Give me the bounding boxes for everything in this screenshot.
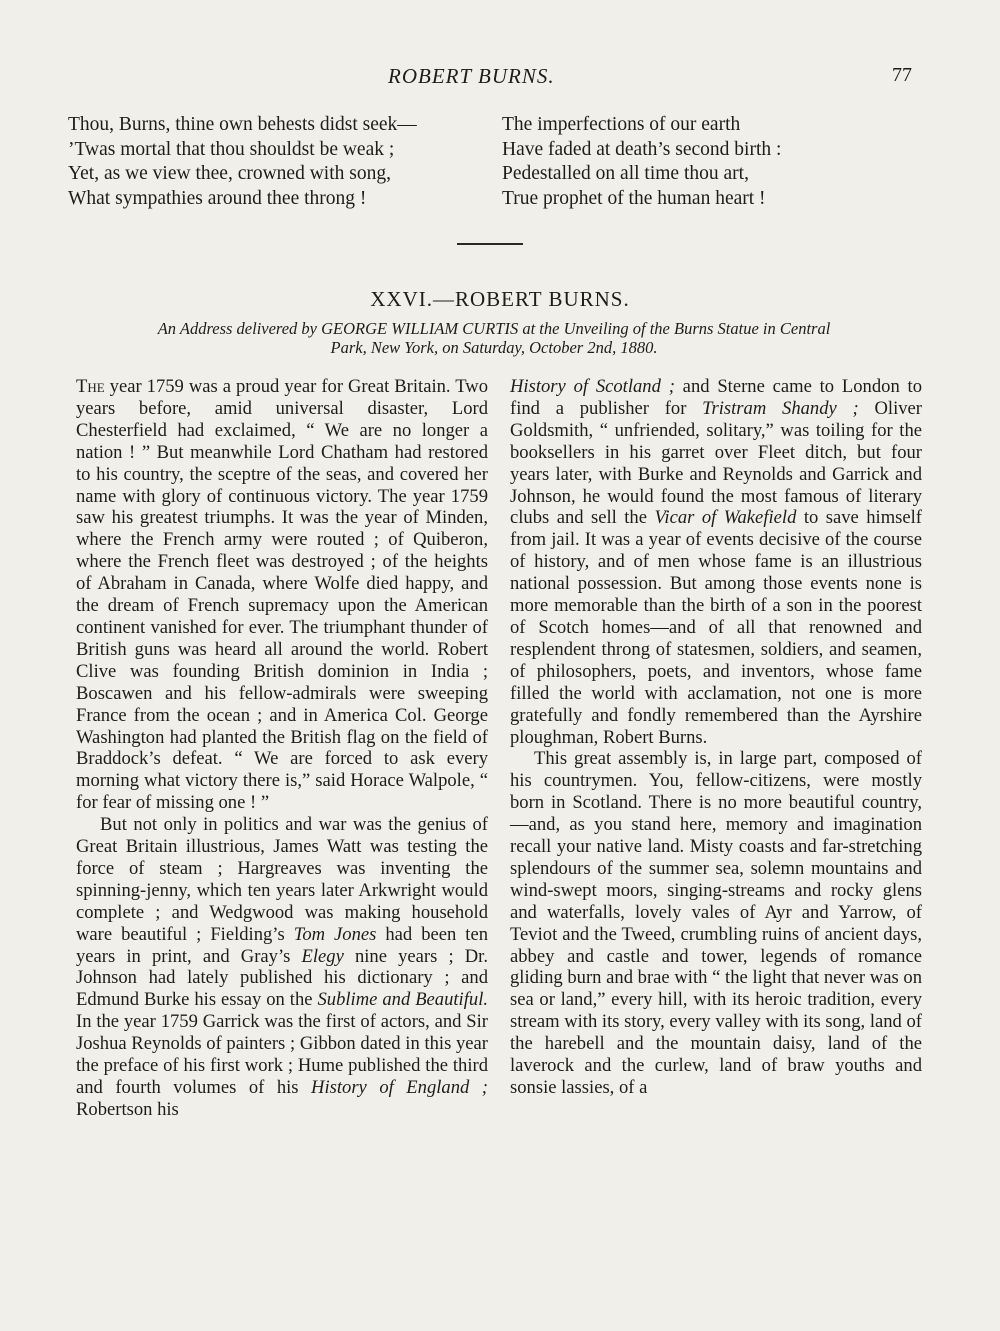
section-subtitle xyxy=(64,319,924,357)
poem-line: Thou, Burns, thine own behests didst seek— xyxy=(68,114,417,135)
paragraph-text: and Sterne came to London to find a publisher for xyxy=(510,376,922,419)
paragraph-3 xyxy=(510,748,922,1099)
italic-title: History of Scotland ; xyxy=(510,376,675,397)
subtitle-line-1: An Address delivered by GEORGE WILLIAM CURTIS at the Unveiling of the Burns Statue in Central xyxy=(157,319,831,338)
poem-line: Pedestalled on all time thou art, xyxy=(502,163,749,184)
paragraph-lead-word: The xyxy=(76,376,105,397)
page-number: 77 xyxy=(892,64,912,86)
paragraph-text: to save himself from jail. It was a year of events decisive of the course of history, and of men whose fame is an illustrious national possession. But among those events none is more memorable than the birth of a son in the poorest of Scotch homes—and of all that renowned and resplendent throng of statesmen, soldiers, and seamen, of philosophers, poets, and inventors, whose fame filled the world with acclamation, not one is more gratefully and fondly remembered than the Ayrshire ploughman, Robert Burns. xyxy=(510,507,922,748)
poem-line: ’Twas mortal that thou shouldst be weak ; xyxy=(68,138,395,160)
running-title: ROBERT BURNS. xyxy=(388,64,555,88)
subtitle-line-2: Park, New York, on Saturday, October 2nd, 1880. xyxy=(330,338,658,357)
poem-stanza-left xyxy=(68,113,417,211)
paragraph-2 xyxy=(76,814,488,1121)
paragraph-text: Oliver Goldsmith, “ unfriended, solitary,” was toiling for the booksellers in his garret over Fleet ditch, but four years later, with Burke and Reynolds and Garrick and Johnson, he would found the most famous of literary clubs and sell the xyxy=(510,397,922,529)
italic-title: Tristram Shandy ; xyxy=(702,397,859,419)
italic-title: Sublime and Beautiful. xyxy=(317,989,489,1011)
text-column-right xyxy=(510,376,922,1099)
poem-line: Have faded at death’s second birth : xyxy=(502,138,782,160)
running-header xyxy=(0,64,1000,90)
paragraph-text: year 1759 was a proud year for Great Britain. Two years before, amid universal disaster, Lord Chesterfield had exclaimed, “ We are no longer a nation ! ” But meanwhile Lord Chatham had restored to his country, the sceptre of the seas, and covered her name with glory of continuous victory. The year 1759 saw his greatest triumphs. It was the year of Minden, where the French army were routed ; of Quiberon, where the French fleet was destroyed ; of the heights of Abraham in Canada, where Wolfe died happy, and the dream of French supremacy upon the American continent vanished for ever. The triumphant thunder of British guns was heard all around the world. Robert Clive was founding British dominion in India ; Boscawen and his fellow-admirals were sweeping France from the ocean ; and in America Col. George Washington had planted the British flag on the field of Braddock’s defeat. “ We are forced to ask every morning what victory there is,” said Horace Walpole, “ for fear of missing one ! ” xyxy=(76,376,488,814)
italic-title: Tom Jones xyxy=(293,923,377,945)
paragraph-text: This great assembly is, in large part, composed of his countrymen. You, fellow-citizens, were mostly born in Scotland. There is no more beautiful country,—and, as you stand here, memory and imagination recall your native land. Misty coasts and far-stretching splendours of the summer sea, solemn mountains and wind-swept moors, singing-streams and rocky glens and waterfalls, lovely vales of Ayr and Yarrow, of Teviot and the Tweed, crumbling ruins of ancient days, abbey and castle and tower, legends of romance gliding burn and brae with “ the light that never was on sea or land,” every hill, with its heroic tradition, every stream with its story, every valley with its song, land of the harebell and the mountain daisy, land of the laverock and the curlew, land of braw youths and sonsie lassies, of a xyxy=(510,748,922,1098)
section-divider xyxy=(457,243,523,245)
paragraph-text: nine years ; Dr. Johnson had lately published his dictionary ; and Edmund Burke his essay on the xyxy=(76,945,488,1011)
paragraph-text: had been ten years in print, and Gray’s xyxy=(76,923,489,967)
paragraph-text: In the year 1759 Garrick was the first of actors, and Sir Joshua Reynolds of painters ; Gibbon dated in this year the preface of his first work ; Hume published the third and fourth volumes of his xyxy=(76,1011,488,1098)
paragraph-2-continued xyxy=(510,376,922,748)
italic-title: Vicar of Wakefield xyxy=(654,507,797,529)
paragraph-text: But not only in politics and war was the genius of Great Britain illustrious, James Watt was testing the force of steam ; Hargreaves was inventing the spinning-jenny, which ten years later Arkwright would complete ; and Wedgwood was making household ware beautiful ; Fielding’s xyxy=(76,814,488,945)
poem-line: Yet, as we view thee, crowned with song, xyxy=(68,163,391,184)
italic-title: Elegy xyxy=(301,945,344,967)
text-column-left xyxy=(76,376,488,1121)
poem-line: What sympathies around thee throng ! xyxy=(68,187,367,209)
paragraph-1 xyxy=(76,376,488,814)
section-heading: XXVI.—ROBERT BURNS. xyxy=(370,287,630,311)
poem-line: True prophet of the human heart ! xyxy=(502,187,766,209)
poem-line: The imperfections of our earth xyxy=(502,114,741,135)
poem-stanza-right xyxy=(502,113,781,211)
italic-title: History of England ; xyxy=(311,1077,488,1098)
paragraph-text: Robertson his xyxy=(76,1098,179,1120)
